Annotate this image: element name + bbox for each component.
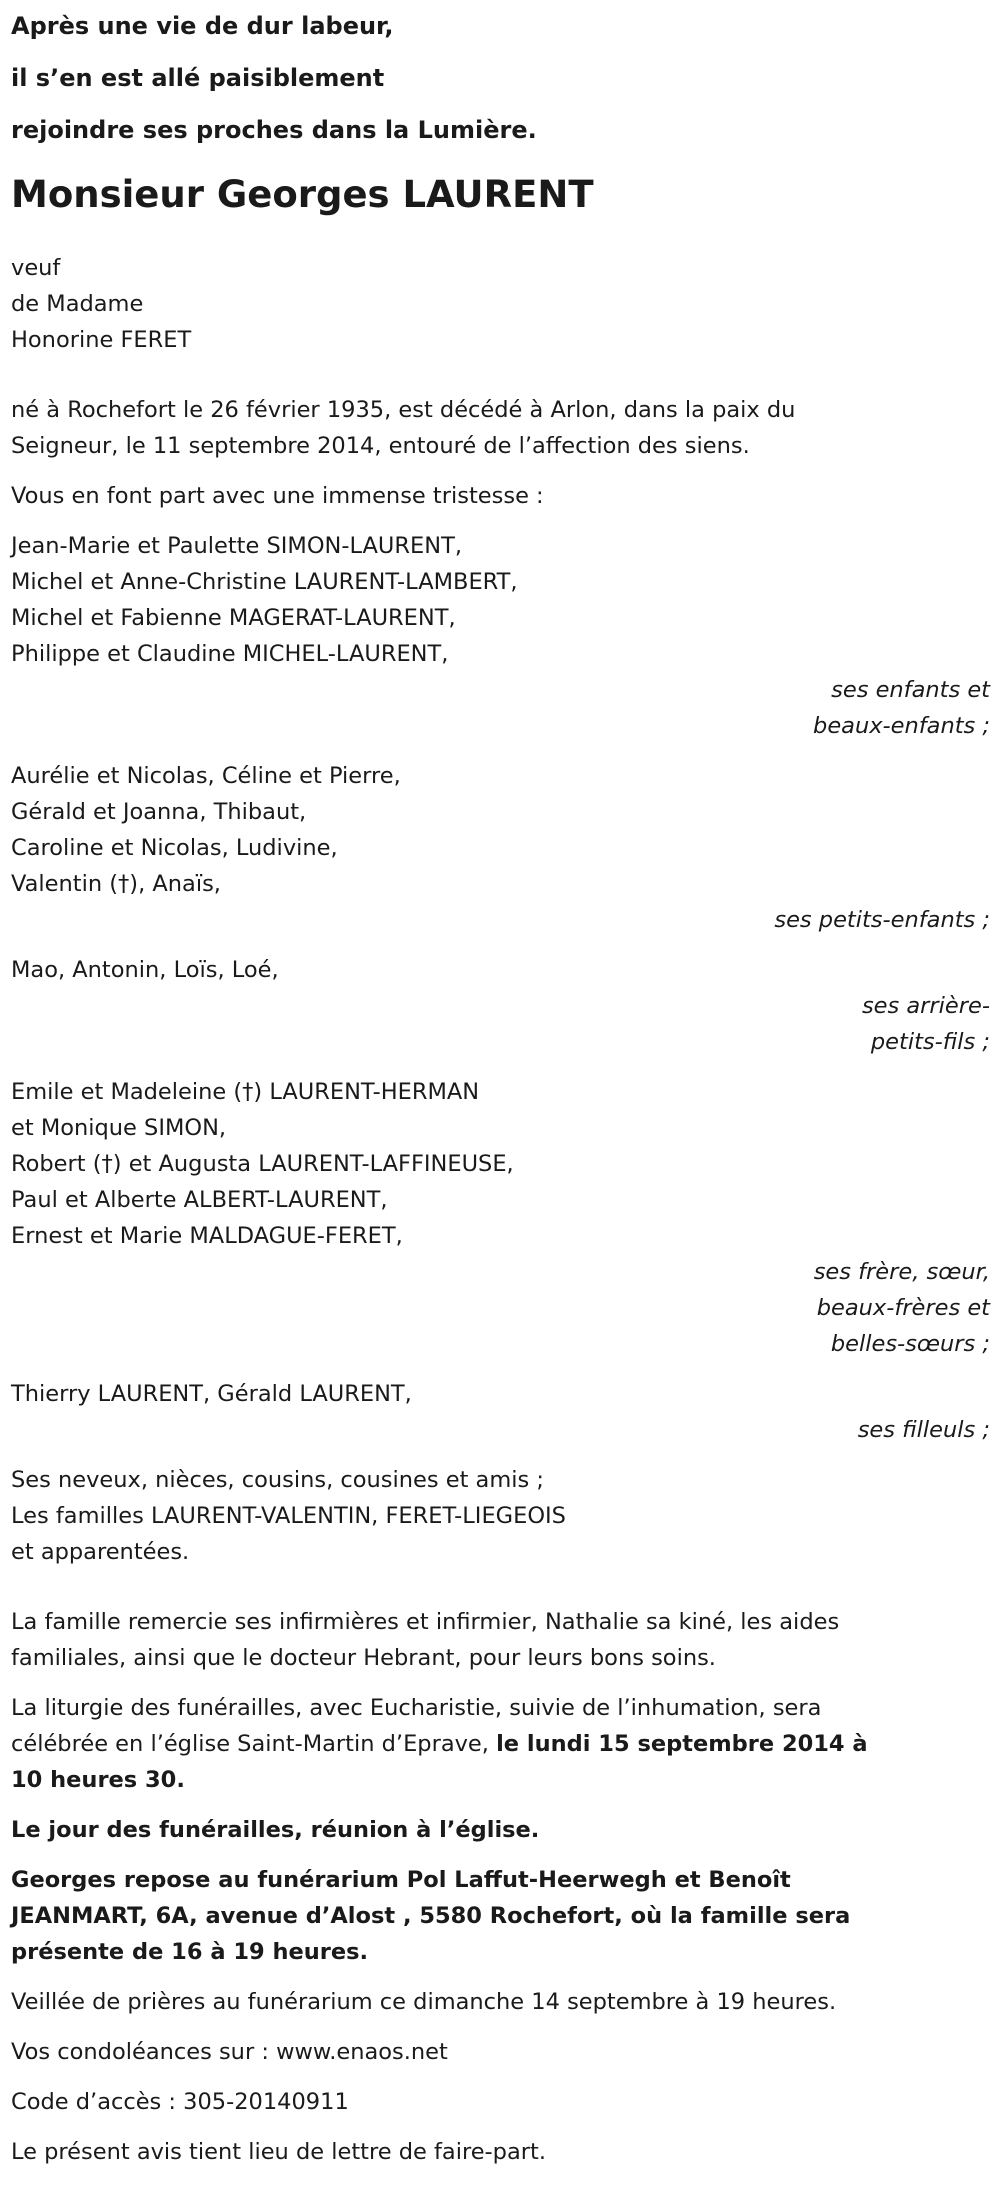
other-relatives (11, 1462, 990, 1570)
announcement: Vous en font part avec une immense tristesse : (11, 483, 544, 509)
liturgy-line (11, 1726, 990, 1762)
liturgy-date: le lundi 15 septembre 2014 à (496, 1731, 868, 1757)
family-name-line: Paul et Alberte ALBERT-LAURENT, (11, 1187, 388, 1213)
family-name-line: Aurélie et Nicolas, Céline et Pierre, (11, 763, 401, 789)
family-name-line: Robert (†) et Augusta LAURENT-LAFFINEUSE, (11, 1151, 514, 1177)
relation-label: ses petits-enfants ; (774, 907, 990, 933)
family-name-line: Emile et Madeleine (†) LAURENT-HERMAN (11, 1079, 480, 1105)
siblings-section (11, 1074, 990, 1362)
relation-label: ses frère, sœur, (813, 1259, 990, 1285)
funeral-home-line: Georges repose au funérarium Pol Laffut-Heerwegh et Benoît (11, 1867, 791, 1893)
godchildren-section (11, 1376, 990, 1448)
relation-label: ses enfants et (831, 677, 990, 703)
intro-line: Après une vie de dur labeur, (11, 12, 394, 40)
family-name-line: Philippe et Claudine MICHEL-LAURENT, (11, 641, 449, 667)
notice-text: Le présent avis tient lieu de lettre de faire-part. (11, 2139, 546, 2165)
relation-label: beaux-enfants ; (813, 713, 990, 739)
funeral-home-line: présente de 16 à 19 heures. (11, 1939, 369, 1965)
great-grandchildren-section (11, 952, 990, 1060)
thanks-line: La famille remercie ses infirmières et infirmier, Nathalie sa kiné, les aides (11, 1609, 840, 1635)
birth-line: Seigneur, le 11 septembre 2014, entouré de l’affection des siens. (11, 433, 750, 459)
intro-line: il s’en est allé paisiblement (11, 64, 385, 92)
birth-death-info (11, 392, 990, 464)
family-name-line: Mao, Antonin, Loïs, Loé, (11, 957, 279, 983)
family-name-line: Caroline et Nicolas, Ludivine, (11, 835, 338, 861)
liturgy-line: La liturgie des funérailles, avec Eucharistie, suivie de l’inhumation, sera (11, 1695, 822, 1721)
family-name-line: Michel et Anne-Christine LAURENT-LAMBERT, (11, 569, 518, 595)
family-name-line: Ernest et Marie MALDAGUE-FERET, (11, 1223, 403, 1249)
relation-label: beaux-frères et (816, 1295, 990, 1321)
relation-label: ses arrière- (861, 993, 990, 1019)
family-name-line: Jean-Marie et Paulette SIMON-LAURENT, (11, 533, 462, 559)
birth-line: né à Rochefort le 26 février 1935, est décédé à Arlon, dans la paix du (11, 397, 796, 423)
widow-line: Honorine FERET (11, 327, 192, 353)
intro-line: rejoindre ses proches dans la Lumière. (11, 116, 537, 144)
family-name-line: Gérald et Joanna, Thibaut, (11, 799, 307, 825)
condolences-info: Vos condoléances sur : www.enaos.net (11, 2039, 448, 2065)
meeting-info: Le jour des funérailles, réunion à l’église. (11, 1817, 540, 1843)
relation-label: ses filleuls ; (857, 1417, 990, 1443)
relation-label: petits-fils ; (870, 1029, 990, 1055)
family-name-line: Michel et Fabienne MAGERAT-LAURENT, (11, 605, 456, 631)
vigil-info: Veillée de prières au funérarium ce dimanche 14 septembre à 19 heures. (11, 1989, 837, 2015)
grandchildren-section (11, 758, 990, 938)
family-name-line: et Monique SIMON, (11, 1115, 227, 1141)
thanks-paragraph (11, 1604, 990, 1676)
widow-line: veuf (11, 255, 61, 281)
family-name-line: Valentin (†), Anaïs, (11, 871, 221, 897)
relation-label: belles-sœurs ; (830, 1331, 990, 1357)
deceased-name: Monsieur Georges LAURENT (11, 173, 594, 216)
widow-info (11, 250, 990, 358)
widow-line: de Madame (11, 291, 144, 317)
funeral-home-line: JEANMART, 6A, avenue d’Alost , 5580 Rochefort, où la famille sera (11, 1903, 851, 1929)
children-section (11, 528, 990, 744)
relatives-line: Ses neveux, nièces, cousins, cousines et amis ; (11, 1467, 544, 1493)
obituary-content (11, 0, 990, 2170)
family-name-line: Thierry LAURENT, Gérald LAURENT, (11, 1381, 412, 1407)
access-code: Code d’accès : 305-20140911 (11, 2089, 349, 2115)
relatives-line: Les familles LAURENT-VALENTIN, FERET-LIEGEOIS (11, 1503, 566, 1529)
relatives-line: et apparentées. (11, 1539, 190, 1565)
liturgy-paragraph (11, 1690, 990, 1798)
liturgy-church: célébrée en l’église Saint-Martin d’Eprave, (11, 1731, 497, 1757)
liturgy-time: 10 heures 30. (11, 1767, 185, 1793)
funeral-home-info (11, 1862, 990, 1970)
thanks-line: familiales, ainsi que le docteur Hebrant, pour leurs bons soins. (11, 1645, 716, 1671)
intro-text (11, 0, 990, 156)
